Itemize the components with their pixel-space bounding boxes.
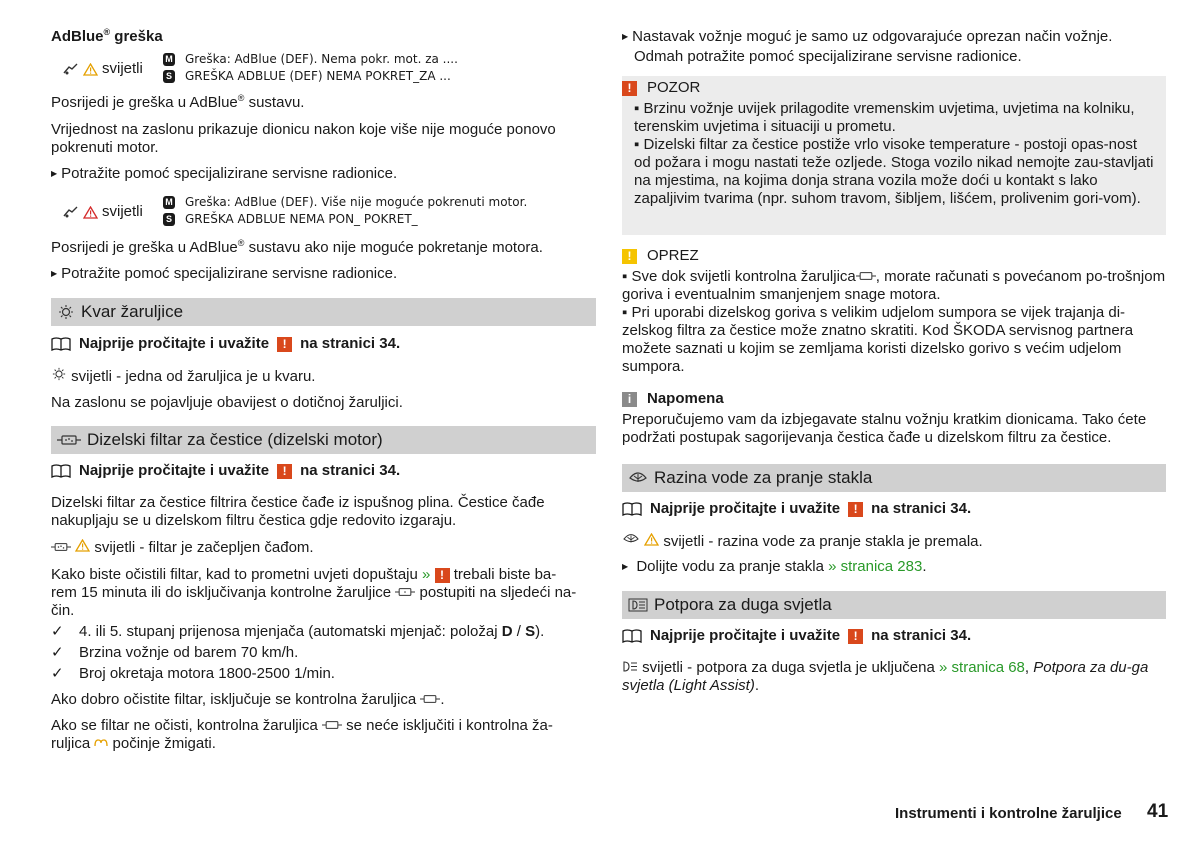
checklist xyxy=(51,623,596,686)
diesel-filter-icon xyxy=(51,542,71,552)
adblue-title-suffix: greška xyxy=(110,28,163,45)
adblue-warning-row-1 xyxy=(51,51,596,87)
diesel-filter-icon xyxy=(395,587,415,597)
m-badge-icon: M xyxy=(163,196,175,209)
section-heading-bulb-fault xyxy=(51,298,596,326)
instruction-bullet: ▶ Potražite pomoć specijalizirane servisne radionice. xyxy=(51,165,596,185)
read-first-notice: Najprije pročitajte i uvažite ! na stranici 34. xyxy=(51,462,596,480)
danger-icon: ! xyxy=(622,81,637,96)
instruction-bullet: ▶ Dolijte vodu za pranje stakla » stranica 283. xyxy=(622,558,1166,578)
warning-box-pozor: ! POZOR ▪ Brzinu vožnje uvijek prilagodite vremenskim uvjetima, uvjetima na kolniku, terenskim uvjetima i situaciji u prometu. ▪ Dizelski filtar za čestice postiže vrlo visoke temperature - postoji opas-nost od požara i mogu nastati teže ozljede. Stoga vozilo nikad nemojte zau-stavljati na mjestima, na kojima donja strana vozila može doći u kontakt s lako zapaljivim tvarima (npr. suhom travom, šibljem, lišćem, prolivenim gori-vom). xyxy=(622,76,1166,235)
warning-triangle-icon xyxy=(644,533,659,546)
paragraph: Ako dobro očistite filtar, isključuje se kontrolna žaruljica . xyxy=(51,691,445,708)
page-number: 41 xyxy=(1147,801,1169,822)
section-heading-light-assist xyxy=(622,591,1166,619)
read-first-notice: Najprije pročitajte i uvažite ! na stranici 34. xyxy=(622,627,1166,645)
paragraph: Dizelski filtar za čestice filtrira čestice čađe iz ispušnog plina. Čestice čađe nakupljaju se u dizelskom filtru čestica gdje redovito izgaraju. xyxy=(51,494,545,529)
adblue-warning-row-2 xyxy=(51,194,596,230)
box-title: Napomena xyxy=(647,390,724,407)
paragraph: Na zaslonu se pojavljuje obavijest o dotičnoj žaruljici. xyxy=(51,394,403,411)
high-beam-assist-icon xyxy=(628,598,648,612)
diesel-filter-icon xyxy=(322,720,342,730)
washer-fluid-icon xyxy=(628,470,648,486)
message-m: Greška: AdBlue (DEF). Više nije moguće pokrenuti motor. xyxy=(185,195,528,209)
danger-icon: ! xyxy=(848,629,863,644)
box-title: OPREZ xyxy=(647,247,699,264)
warning-triangle-icon xyxy=(75,539,90,552)
paragraph: svijetli - jedna od žaruljica je u kvaru. xyxy=(51,367,596,386)
book-icon xyxy=(622,502,642,516)
high-beam-icon xyxy=(622,661,638,672)
section-heading-diesel-filter xyxy=(51,426,596,454)
adblue-icon xyxy=(63,206,79,218)
checklist-item: ✓ Broj okretaja motora 1800-2500 1/min. xyxy=(51,665,596,686)
bulb-fault-icon xyxy=(51,367,67,381)
s-badge-icon: S xyxy=(163,213,175,226)
message-s: GREŠKA ADBLUE (DEF) NEMA POKRET_ZA ... xyxy=(185,69,451,83)
s-badge-icon: S xyxy=(163,70,175,83)
paragraph-cleaning: Kako biste očistili filtar, kad to prometni uvjeti dopuštaju » ! trebali biste ba- rem 15 minuta ili do isključivanja kontrolne žaruljice postupiti na sljedeći na- čin. xyxy=(51,566,577,619)
continuation-bullets: ▶ Nastavak vožnje moguć je samo uz odgovarajuće oprezan način vožnje. Odmah potražite pomoć specijalizirane servisne radionice. xyxy=(622,28,1166,66)
message-m: Greška: AdBlue (DEF). Nema pokr. mot. za .... xyxy=(185,52,458,66)
checklist-item: ✓ 4. ili 5. stupanj prijenosa mjenjača (automatski mjenjač: položaj D / S). xyxy=(51,623,596,644)
instruction-bullet: ▶ Potražite pomoć specijalizirane servisne radionice. xyxy=(51,265,596,285)
book-icon xyxy=(51,337,71,351)
diesel-filter-icon xyxy=(420,694,440,704)
adblue-title: AdBlue xyxy=(51,28,104,45)
diesel-filter-icon xyxy=(856,271,876,281)
paragraph: svijetli - potpora za duga svjetla je uključena » stranica 68, Potpora za du-ga svjetla (Light Assist). xyxy=(622,659,1149,694)
box-header xyxy=(622,78,1156,98)
warning-symbols xyxy=(63,60,143,78)
paragraph: Posrijedi je greška u AdBlue® sustavu. xyxy=(51,93,305,111)
m-badge-icon: M xyxy=(163,53,175,66)
read-first-notice: Najprije pročitajte i uvažite ! na stranici 34. xyxy=(622,500,1166,518)
adblue-icon xyxy=(63,63,79,75)
page-reference-link[interactable]: » stranica 68 xyxy=(939,659,1025,676)
checklist-item: ✓ Brzina vožnje od barem 70 km/h. xyxy=(51,644,596,665)
adblue-heading xyxy=(51,28,596,46)
box-header xyxy=(622,389,1166,409)
diesel-filter-icon xyxy=(57,434,81,446)
message-s: GREŠKA ADBLUE NEMA PON_ POKRET_ xyxy=(185,212,418,226)
book-icon xyxy=(622,629,642,643)
danger-icon: ! xyxy=(277,464,292,479)
display-messages xyxy=(163,51,458,85)
section-title: Razina vode za pranje stakla xyxy=(654,468,873,487)
note-napomena: i Napomena Preporučujemo vam da izbjegavate stalnu vožnju kratkim dionicama. Tako ćete podržati postupak sagorijevanja čestica čađe u dizelskom filtru za čestice. xyxy=(622,389,1166,447)
danger-icon: ! xyxy=(848,502,863,517)
section-title: Potpora za duga svjetla xyxy=(654,595,832,614)
reference-arrow[interactable]: » xyxy=(422,566,431,583)
read-first-notice: Najprije pročitajte i uvažite ! na stranici 34. xyxy=(51,335,596,353)
section-title: Kvar žaruljice xyxy=(81,302,184,321)
box-title: POZOR xyxy=(647,79,701,96)
book-icon xyxy=(51,464,71,478)
paragraph: svijetli - filtar je začepljen čađom. xyxy=(51,539,596,557)
check-icon: ✓ xyxy=(51,644,64,661)
paragraph-blinking: Ako se filtar ne očisti, kontrolna žaruljica se neće isključiti i kontrolna ža- ruljica počinje žmigati. xyxy=(51,717,553,752)
caution-oprez: ! OPREZ ▪ Sve dok svijetli kontrolna žaruljica , morate računati s povećanom po-trošnjom goriva i eventualnim smanjenjem snage motora. ▪ Pri uporabi dizelskog goriva s velikim udjelom sumpora se vijek trajanja di-zelskog filtra za čestice može znatno skratiti. Kod ŠKODA servisnog partnera možete saznati u kojim se zemljama koristi dizelsko gorivo s većim udjelom sumpora. xyxy=(622,247,1166,375)
warning-triangle-red-icon xyxy=(83,206,98,219)
warning-symbols xyxy=(63,203,143,221)
danger-icon: ! xyxy=(435,568,450,583)
glow-plug-icon xyxy=(94,738,108,748)
box-header xyxy=(622,246,1166,266)
paragraph: svijetli - razina vode za pranje stakla je premala. xyxy=(622,532,1166,551)
status-label: svijetli xyxy=(102,203,143,220)
washer-fluid-icon xyxy=(622,532,640,546)
display-messages xyxy=(163,194,527,228)
bulb-fault-icon xyxy=(57,304,75,320)
section-heading-washer-fluid xyxy=(622,464,1166,492)
paragraph: Vrijednost na zaslonu prikazuje dionicu nakon koje više nije moguće ponovo pokrenuti motor. xyxy=(51,121,556,156)
caution-icon: ! xyxy=(622,249,637,264)
check-icon: ✓ xyxy=(51,623,64,640)
warning-triangle-icon xyxy=(83,63,98,76)
footer-chapter-title: Instrumenti i kontrolne žaruljice xyxy=(895,805,1122,822)
check-icon: ✓ xyxy=(51,665,64,682)
paragraph: Posrijedi je greška u AdBlue® sustavu ako nije moguće pokretanje motora. xyxy=(51,238,543,256)
registered-mark: ® xyxy=(103,27,111,37)
page-reference-link[interactable]: » stranica 283 xyxy=(828,558,923,575)
info-icon: i xyxy=(622,392,637,407)
status-label: svijetli xyxy=(102,60,143,77)
section-title: Dizelski filtar za čestice (dizelski motor) xyxy=(87,430,383,449)
danger-icon: ! xyxy=(277,337,292,352)
